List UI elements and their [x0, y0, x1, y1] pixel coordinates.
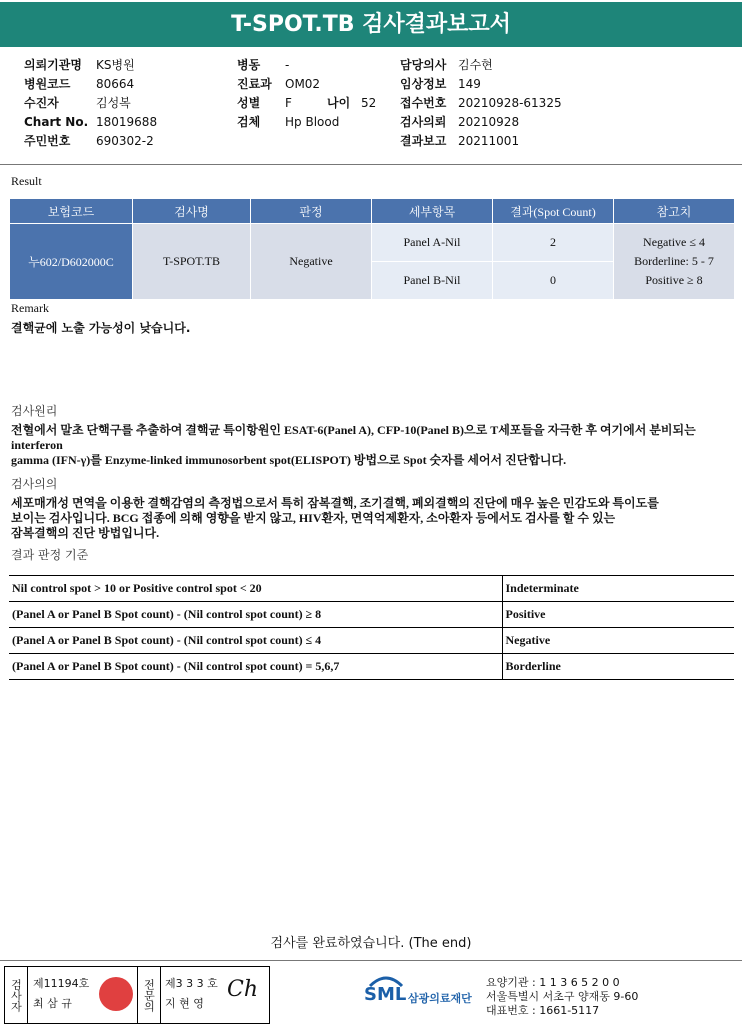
age-value: 52 [361, 96, 377, 110]
criteria-result: Positive [502, 602, 734, 628]
divider [0, 164, 742, 165]
info-key: 주민번호 [24, 134, 71, 148]
test-name: T-SPOT.TB [133, 224, 251, 300]
criteria-condition: Nil control spot > 10 or Positive control spot < 20 [9, 576, 502, 602]
info-key: 의뢰기관명 [24, 58, 82, 72]
meaning-label: 검사의의 [11, 477, 58, 491]
seal-stamp-icon [99, 977, 133, 1011]
spot-count: 2 [493, 224, 614, 262]
logo-text: SML [364, 984, 407, 1005]
result-table [9, 198, 735, 300]
spot-count: 0 [493, 262, 614, 300]
info-key: 병원코드 [24, 77, 71, 91]
footer-divider [0, 960, 742, 961]
examiner-name: 최 삼 규 [33, 997, 72, 1010]
info-value: KS병원 [96, 58, 135, 72]
info-key: 성별 [237, 96, 261, 110]
info-value: 18019688 [96, 115, 158, 129]
table-row [10, 224, 735, 262]
table-row [9, 602, 734, 628]
info-key: 검사의뢰 [400, 115, 447, 129]
info-value: 20211001 [458, 134, 520, 148]
table-row [9, 628, 734, 654]
meaning-text [11, 496, 736, 541]
end-text: 검사를 완료하였습니다. (The end) [270, 936, 472, 951]
info-col-1 [24, 56, 157, 151]
info-value: - [285, 58, 290, 72]
header-detail-item: 세부항목 [372, 199, 493, 224]
info-key: 결과보고 [400, 134, 447, 148]
detail-item: Panel A-Nil [372, 224, 493, 262]
info-key: 수진자 [24, 96, 59, 110]
criteria-label: 결과 판정 기준 [11, 548, 89, 562]
age-key: 나이 [327, 96, 351, 110]
header-test-name: 검사명 [133, 199, 251, 224]
principle-line: interferon [11, 438, 63, 452]
criteria-result: Borderline [502, 654, 734, 680]
info-col-3 [400, 56, 562, 151]
header-insurance-code: 보험코드 [10, 199, 133, 224]
info-key: 접수번호 [400, 96, 447, 110]
info-value: 20210928 [458, 115, 520, 129]
report-title: T-SPOT.TB 검사결과보고서 [0, 2, 742, 47]
org-code: 요양기관 : 1 1 3 6 5 2 0 0 [486, 976, 620, 989]
org-name: 삼광의료재단 [408, 992, 472, 1005]
result-label: Result [11, 174, 42, 188]
info-key: Chart No. [24, 115, 89, 129]
criteria-result: Indeterminate [502, 576, 734, 602]
info-value: 690302-2 [96, 134, 154, 148]
reference-line: Borderline: 5 - 7 [634, 254, 714, 268]
info-value: F [285, 96, 292, 110]
info-value: 김수현 [458, 58, 493, 72]
principle-line: 전혈에서 말초 단핵구를 추출하여 결핵균 특이항원인 ESAT-6(Panel A), CFP-10(Panel B)으로 T세포들을 자극한 후 여기에서 분비되는 [11, 423, 696, 437]
remark-label: Remark [11, 301, 49, 315]
header-result: 결과(Spot Count) [493, 199, 614, 224]
result-header-row [10, 199, 735, 224]
table-row [9, 576, 734, 602]
reference-line: Positive ≥ 8 [645, 273, 703, 287]
header-judgement: 판정 [251, 199, 372, 224]
doctor-name: 지 현 영 [165, 997, 204, 1010]
info-value: 20210928-61325 [458, 96, 562, 110]
table-row [9, 654, 734, 680]
info-value: 80664 [96, 77, 135, 91]
info-key: 진료과 [237, 77, 272, 91]
info-key: 병동 [237, 58, 261, 72]
remark-text: 결핵균에 노출 가능성이 낮습니다. [11, 321, 191, 335]
info-value: 김성복 [96, 96, 131, 110]
reference-line: Negative ≤ 4 [643, 235, 705, 249]
judgement: Negative [251, 224, 372, 300]
signature: Ch [227, 977, 259, 1002]
detail-item: Panel B-Nil [372, 262, 493, 300]
principle-line: gamma (IFN-γ)를 Enzyme-linked immunosorbent spot(ELISPOT) 방법으로 Spot 숫자를 세어서 진단합니다. [11, 453, 567, 467]
criteria-condition: (Panel A or Panel B Spot count) - (Nil control spot count) ≥ 8 [9, 602, 502, 628]
principle-label: 검사원리 [11, 404, 58, 418]
info-value: OM02 [285, 77, 321, 91]
criteria-condition: (Panel A or Panel B Spot count) - (Nil control spot count) = 5,6,7 [9, 654, 502, 680]
info-col-2 [237, 56, 376, 132]
doctor-number: 제3 3 3 호 [165, 977, 218, 990]
org-phone: 대표번호 : 1661-5117 [486, 1004, 600, 1017]
insurance-code: 누602/D602000C [10, 224, 133, 300]
signature-box [4, 966, 270, 1024]
sml-logo [364, 972, 484, 1016]
org-address: 서울특별시 서초구 양재동 9-60 [486, 990, 639, 1003]
info-key: 검체 [237, 115, 261, 129]
principle-text [11, 423, 736, 468]
meaning-line: 잠복결핵의 진단 방법입니다. [11, 526, 160, 540]
info-key: 임상정보 [400, 77, 447, 91]
reference-values [614, 224, 735, 300]
info-key: 담당의사 [400, 58, 447, 72]
criteria-condition: (Panel A or Panel B Spot count) - (Nil control spot count) ≤ 4 [9, 628, 502, 654]
info-value: Hp Blood [285, 115, 340, 129]
header-reference: 참고치 [614, 199, 735, 224]
meaning-line: 세포매개성 면역을 이용한 결핵감염의 측정법으로서 특히 잠복결핵, 조기결핵, 폐외결핵의 진단에 매우 높은 민감도와 특이도를 [11, 496, 659, 510]
info-value: 149 [458, 77, 481, 91]
examiner-number: 제11194호 [33, 977, 90, 990]
meaning-line: 보이는 검사입니다. BCG 접종에 의해 영향을 받지 않고, HIV환자, 면역억제환자, 소아환자 등에서도 검사를 할 수 있는 [11, 511, 616, 525]
examiner-label: 검사자 [5, 967, 28, 1023]
doctor-label: 전문의 [137, 967, 161, 1023]
criteria-table [9, 575, 734, 680]
criteria-result: Negative [502, 628, 734, 654]
